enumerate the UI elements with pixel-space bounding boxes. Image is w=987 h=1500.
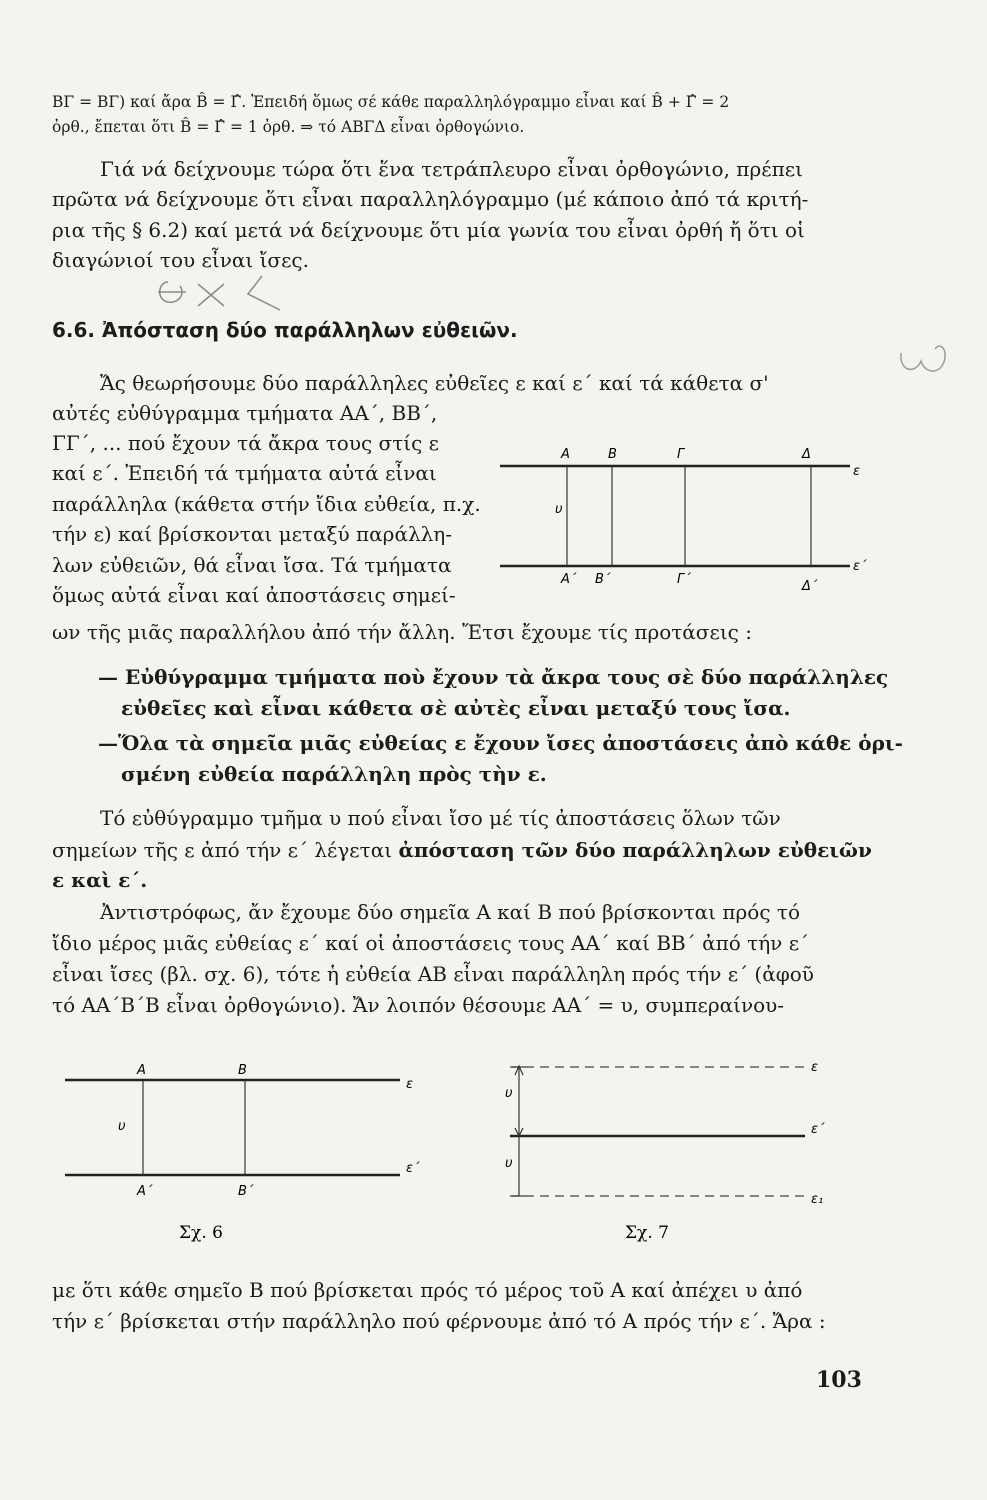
page-number: 103	[816, 1367, 862, 1393]
figure-7	[505, 1055, 840, 1250]
top-line-1: ΒΓ = ΒΓ) καί ἄρα B̂ = Γ̂. Ἐπειδή ὅμως σέ κάθε παραλληλόγραμμο εἶναι καί B̂ + Γ̂ = 2	[52, 93, 730, 111]
para5-line-1: με ὅτι κάθε σημεῖο Β πού βρίσκεται πρός τό μέρος τοῦ Α καί ἀπέχει υ ἀπό	[52, 1278, 803, 1302]
para1-line-2: πρῶτα νά δείχνουμε ὅτι εἶναι παραλληλόγραμμο (μέ κάποιο ἀπό τά κριτή-	[52, 187, 809, 211]
figure-6	[60, 1060, 440, 1250]
fig7-label-e1: ε₁	[811, 1192, 824, 1207]
fig6-caption: Σχ. 6	[179, 1223, 223, 1243]
para1-line-4: διαγώνιοί του εἶναι ἴσες.	[52, 248, 309, 272]
point-label-a: A	[561, 447, 570, 462]
point-label-b-prime: B΄	[595, 572, 611, 587]
parallel-lines-figure	[495, 438, 885, 598]
line-label-e: ε	[853, 464, 861, 479]
handwritten-note	[150, 272, 300, 320]
fig7-label-u-top: υ	[505, 1086, 513, 1101]
para2-line-6: λων εὐθειῶν, θά εἶναι ἴσα. Τά τμήματα	[52, 553, 452, 577]
para2-line-3: καί ε΄. Ἐπειδή τά τμήματα αὐτά εἶναι	[52, 461, 437, 485]
fig7-label-e: ε	[811, 1060, 819, 1075]
section-title: Ἀπόσταση δύο παράλληλων εὐθειῶν.	[102, 318, 518, 342]
proposition-2-line-2: σμένη εὐθεία παράλληλη πρὸς τὴν ε.	[121, 762, 547, 786]
fig6-label-u: υ	[118, 1119, 126, 1134]
para2-last-line: ων τῆς μιᾶς παραλλήλου ἀπό τήν ἄλλη. Ἔτσι ἔχουμε τίς προτάσεις :	[52, 620, 752, 644]
para5-line-2: τήν ε΄ βρίσκεται στήν παράλληλο πού φέρνουμε ἀπό τό Α πρός τήν ε΄. Ἄρα :	[52, 1309, 826, 1333]
para3-line-1: Τό εὐθύγραμμο τμῆμα υ πού εἶναι ἴσο μέ τίς ἀποστάσεις ὅλων τῶν	[100, 806, 781, 830]
para1-line-3: ρια τῆς § 6.2) καί μετά νά δείχνουμε ὅτι μία γωνία του εἶναι ὀρθή ἤ ὅτι οἱ	[52, 218, 805, 242]
para4-line-4: τό ΑΑ΄Β΄Β εἶναι ὀρθογώνιο). Ἄν λοιπόν θέσουμε ΑΑ΄ = υ, συμπεραίνου-	[52, 993, 785, 1017]
para4-line-1: Ἀντιστρόφως, ἄν ἔχουμε δύο σημεῖα Α καί Β πού βρίσκονται πρός τό	[100, 900, 800, 924]
fig7-label-u-bottom: υ	[505, 1156, 513, 1171]
fig7-label-e-prime: ε΄	[811, 1122, 825, 1137]
distance-label-u: υ	[555, 502, 563, 517]
para3-text: σημείων τῆς ε ἀπό τήν ε΄ λέγεται	[52, 838, 399, 862]
point-label-d-prime: Δ΄	[802, 579, 818, 594]
para2-line-7: ὅμως αὐτά εἶναι καί ἀποστάσεις σημεί-	[52, 583, 456, 607]
point-label-b: B	[608, 447, 617, 462]
fig6-point-b-prime: B΄	[238, 1184, 254, 1199]
para2-line-4: παράλληλα (κάθετα στήν ἴδια εὐθεία, π.χ.	[52, 492, 481, 516]
para1-line-1: Γιά νά δείχνουμε τώρα ὅτι ἕνα τετράπλευρο εἶναι ὀρθογώνιο, πρέπει	[100, 157, 803, 181]
point-label-g-prime: Γ΄	[677, 572, 691, 587]
section-number: 6.6.	[52, 318, 96, 342]
fig6-point-a: A	[137, 1063, 146, 1078]
proposition-1-line-1: — Εὐθύγραμμα τμήματα ποὺ ἔχουν τὰ ἄκρα τους σὲ δύο παράλληλες	[98, 665, 889, 689]
top-line-2: ὀρθ., ἔπεται ὅτι B̂ = Γ̂ = 1 ὀρθ. ⇒ τό ΑΒΓΔ εἶναι ὀρθογώνιο.	[52, 118, 525, 136]
proposition-1-line-2: εὐθεῖες καὶ εἶναι κάθετα σὲ αὐτὲς εἶναι μεταξύ τους ἴσα.	[121, 696, 791, 720]
line-label-e-prime: ε΄	[853, 559, 867, 574]
proposition-2-line-1: —Ὅλα τὰ σημεῖα μιᾶς εὐθείας ε ἔχουν ἴσες ἀποστάσεις ἀπὸ κάθε ὁρι-	[98, 731, 903, 755]
para2-line-5: τήν ε) καί βρίσκονται μεταξύ παράλλη-	[52, 522, 453, 546]
point-label-a-prime: A΄	[561, 572, 577, 587]
definition-term: ἀπόσταση τῶν δύο παράλληλων εὐθειῶν	[398, 838, 872, 862]
fig6-label-e-prime: ε΄	[406, 1161, 420, 1176]
handwritten-mark	[893, 335, 963, 385]
fig6-label-e: ε	[406, 1077, 414, 1092]
section-heading	[52, 318, 518, 342]
para3-line-3: ε καὶ ε΄.	[52, 868, 148, 892]
point-label-d: Δ	[802, 447, 811, 462]
para4-line-3: εἶναι ἴσες (βλ. σχ. 6), τότε ἡ εὐθεία ΑΒ εἶναι παράλληλη πρός τήν ε΄ (ἀφοῦ	[52, 962, 814, 986]
fig6-point-a-prime: A΄	[137, 1184, 153, 1199]
para4-line-2: ἴδιο μέρος μιᾶς εὐθείας ε΄ καί οἱ ἀποστάσεις τους ΑΑ΄ καί ΒΒ΄ ἀπό τήν ε΄	[52, 931, 810, 955]
para3-line-2	[52, 838, 872, 862]
fig7-caption: Σχ. 7	[625, 1223, 669, 1243]
para2-line-2: ΓΓ΄, ... πού ἔχουν τά ἄκρα τους στίς ε	[52, 431, 440, 455]
fig6-point-b: B	[238, 1063, 247, 1078]
para2-first-line: Ἄς θεωρήσουμε δύο παράλληλες εὐθεῖες ε καί ε΄ καί τά κάθετα σ'	[100, 371, 769, 395]
para2-line-1: αὐτές εὐθύγραμμα τμήματα ΑΑ΄, ΒΒ΄,	[52, 401, 438, 425]
point-label-g: Γ	[677, 447, 685, 462]
